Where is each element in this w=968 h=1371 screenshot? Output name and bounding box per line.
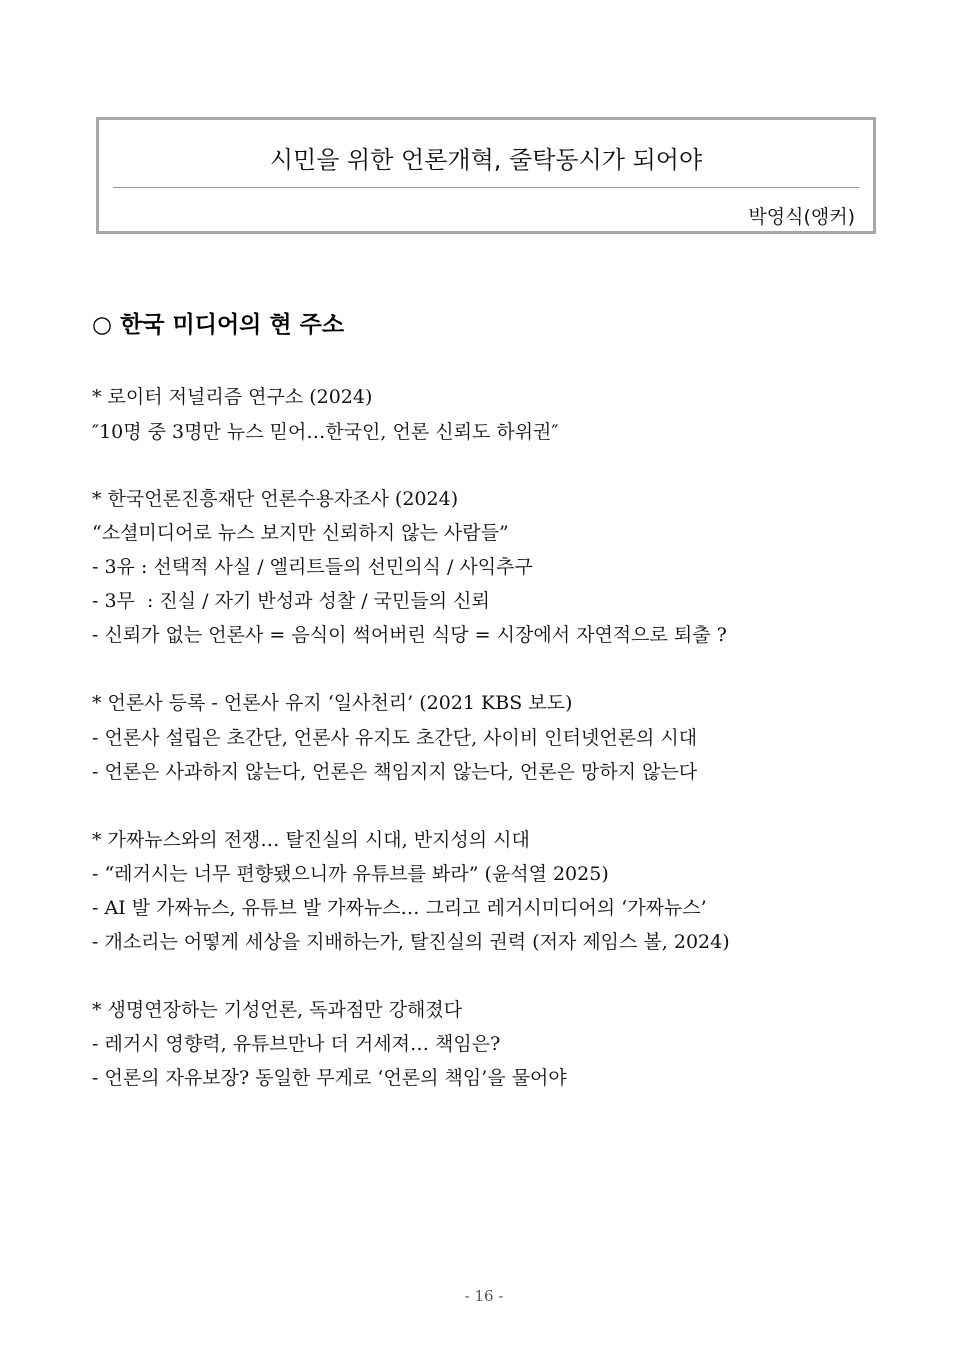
block-1-line-1: * 로이터 저널리즘 연구소 (2024) xyxy=(92,386,373,408)
block-5-line-1: * 생명연장하는 기성언론, 독과점만 강해졌다 xyxy=(92,999,463,1021)
block-5-line-2: - 레거시 영향력, 유튜브만나 더 거세져… 책임은? xyxy=(92,1033,501,1055)
block-2-line-1: * 한국언론진흥재단 언론수용자조사 (2024) xyxy=(92,488,459,510)
document-title: 시민을 위한 언론개혁, 줄탁동시가 되어야 xyxy=(269,146,703,174)
author-byline: 박영식(앵커) xyxy=(748,206,855,228)
circle-bullet-icon: ○ xyxy=(92,312,113,338)
block-3-line-1: * 언론사 등록 - 언론사 유지 ‘일사천리’ (2021 KBS 보도) xyxy=(92,692,573,714)
block-4-line-1: * 가짜뉴스와의 전쟁… 탈진실의 시대, 반지성의 시대 xyxy=(92,829,530,851)
block-3-line-3: - 언론은 사과하지 않는다, 언론은 책임지지 않는다, 언론은 망하지 않는다 xyxy=(92,761,698,783)
block-2-line-5: - 신뢰가 없는 언론사 = 음식이 썩어버린 식당 = 시장에서 자연적으로 퇴출 ? xyxy=(92,624,727,646)
block-4-line-2: - “레거시는 너무 편향됐으니까 유튜브를 봐라” (윤석열 2025) xyxy=(92,863,609,885)
block-2-line-2: “소셜미디어로 뉴스 보지만 신뢰하지 않는 사람들” xyxy=(92,522,509,544)
block-2-line-4: - 3무 : 진실 / 자기 반성과 성찰 / 국민들의 신뢰 xyxy=(92,590,490,612)
block-5-line-3: - 언론의 자유보장? 동일한 무게로 ‘언론의 책임’을 물어야 xyxy=(92,1067,567,1089)
block-1-line-2: ″10명 중 3명만 뉴스 믿어…한국인, 언론 신뢰도 하위권″ xyxy=(92,421,559,443)
block-4-line-3: - AI 발 가짜뉴스, 유튜브 발 가짜뉴스… 그리고 레거시미디어의 ‘가짜뉴스’ xyxy=(92,897,707,919)
section-heading xyxy=(92,306,344,339)
block-2-line-3: - 3유 : 선택적 사실 / 엘리트들의 선민의식 / 사익추구 xyxy=(92,556,533,578)
title-divider xyxy=(113,187,859,188)
block-3-line-2: - 언론사 설립은 초간단, 언론사 유지도 초간단, 사이비 인터넷언론의 시대 xyxy=(92,727,698,749)
page-number: - 16 - xyxy=(464,1287,504,1305)
block-4-line-4: - 개소리는 어떻게 세상을 지배하는가, 탈진실의 권력 (저자 제임스 볼, 2024) xyxy=(92,931,730,953)
section-heading-text: 한국 미디어의 현 주소 xyxy=(120,312,345,338)
title-box xyxy=(96,117,876,234)
